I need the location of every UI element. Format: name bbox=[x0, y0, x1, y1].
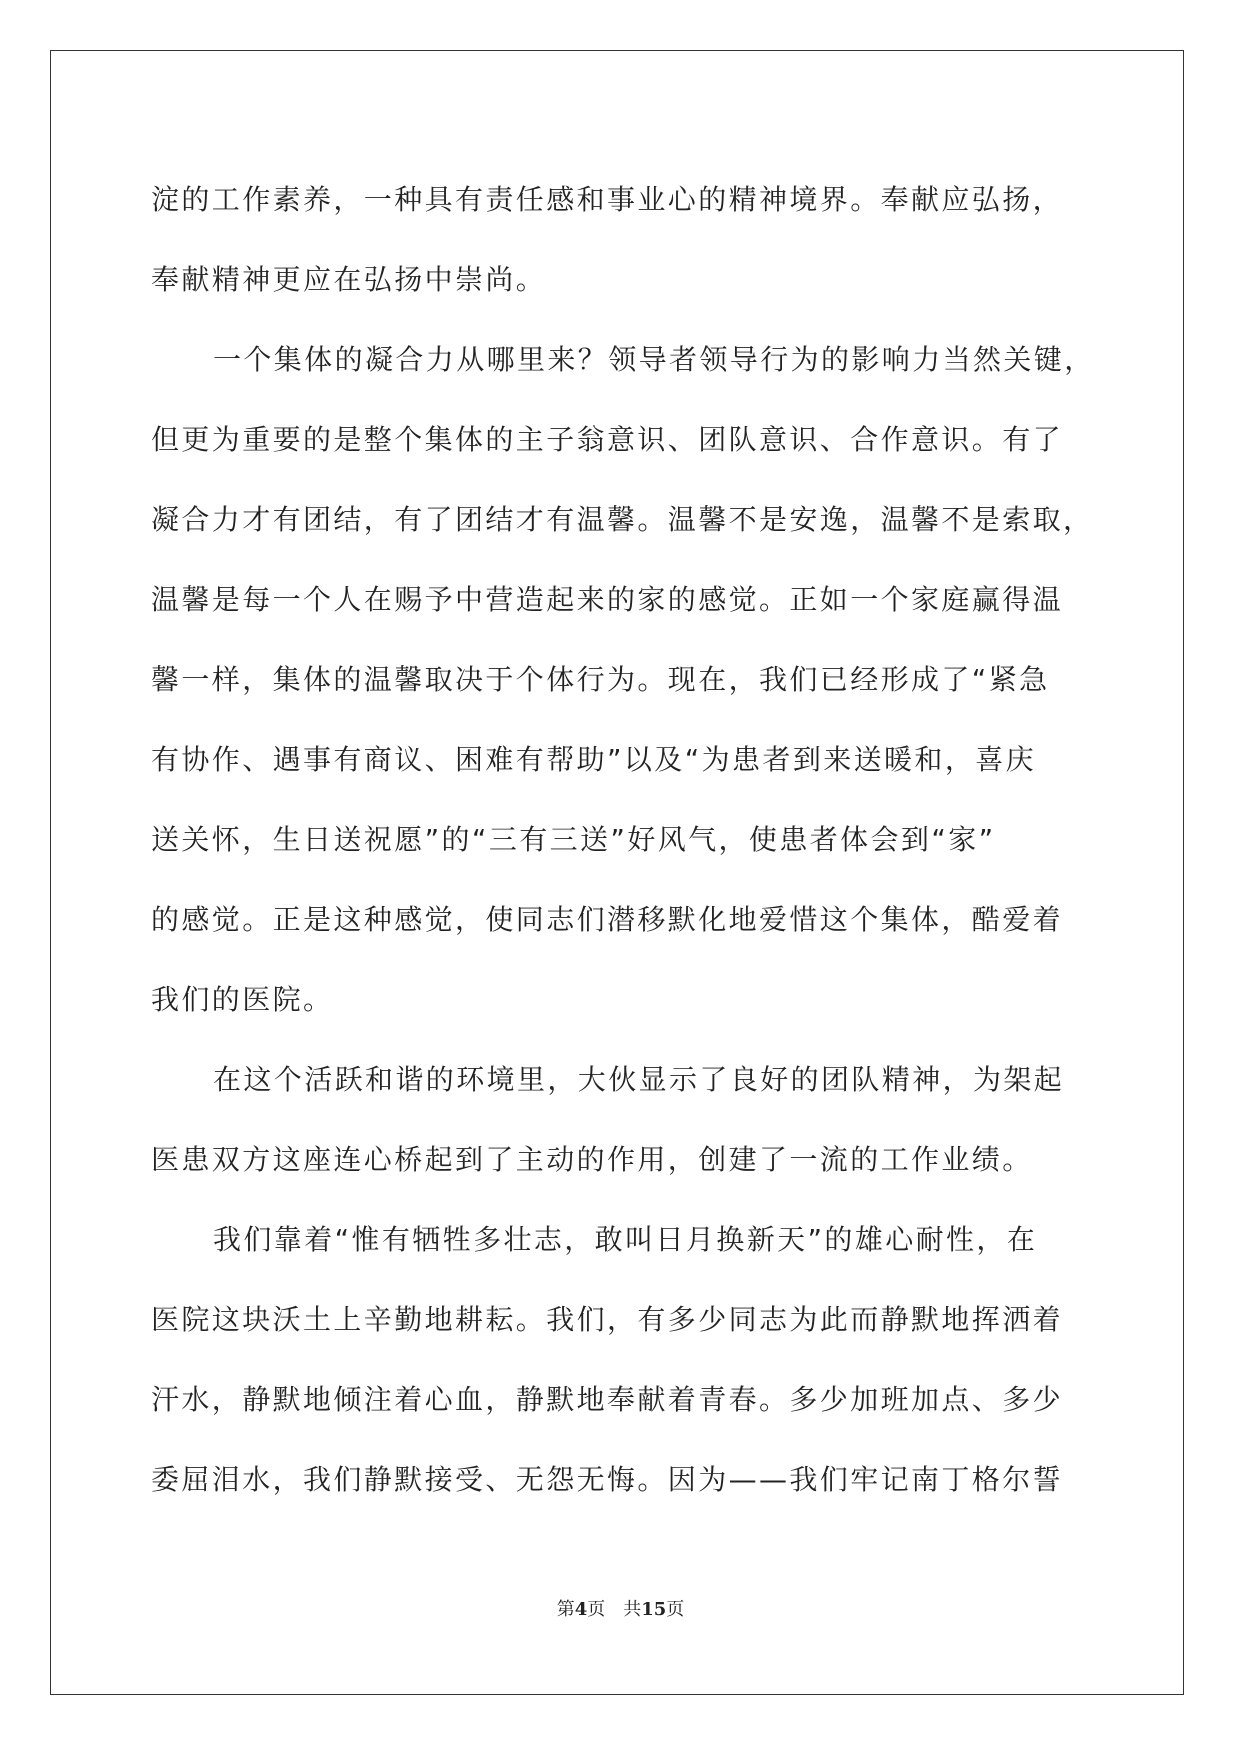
text-line: 温馨是每一个人在赐予中营造起来的家的感觉。正如一个家庭赢得温 bbox=[151, 583, 1064, 616]
text-line: 我们的医院。 bbox=[151, 983, 334, 1016]
total-pages: 15 bbox=[641, 1599, 667, 1620]
paragraph-start-line: 一个集体的凝合力从哪里来？领导者领导行为的影响力当然关键， bbox=[213, 343, 1095, 376]
page-footer bbox=[0, 1595, 1241, 1621]
text-line: 馨一样，集体的温馨取决于个体行为。现在，我们已经形成了“紧急 bbox=[151, 663, 1050, 696]
total-prefix: 共 bbox=[623, 1599, 642, 1620]
text-line: 医院这块沃土上辛勤地耕耘。我们，有多少同志为此而静默地挥洒着 bbox=[151, 1303, 1064, 1336]
page-prefix: 第 bbox=[556, 1599, 575, 1620]
text-line: 医患双方这座连心桥起到了主动的作用，创建了一流的工作业绩。 bbox=[151, 1143, 1033, 1176]
paragraph-start-line: 我们靠着“惟有牺牲多壮志，敢叫日月换新天”的雄心耐性，在 bbox=[213, 1223, 1038, 1256]
text-line: 奉献精神更应在弘扬中崇尚。 bbox=[151, 263, 547, 296]
page-number: 4 bbox=[574, 1599, 588, 1620]
text-line: 送关怀，生日送祝愿”的“三有三送”好风气，使患者体会到“家” bbox=[151, 823, 996, 856]
text-line: 汗水，静默地倾注着心血，静默地奉献着青春。多少加班加点、多少 bbox=[151, 1383, 1064, 1416]
page-suffix: 页 bbox=[587, 1599, 606, 1620]
text-line: 的感觉。正是这种感觉，使同志们潜移默化地爱惜这个集体，酷爱着 bbox=[151, 903, 1064, 936]
text-line: 但更为重要的是整个集体的主子翁意识、团队意识、合作意识。有了 bbox=[151, 423, 1064, 456]
text-line: 淀的工作素养，一种具有责任感和事业心的精神境界。奉献应弘扬， bbox=[151, 183, 1064, 216]
paragraph-start-line: 在这个活跃和谐的环境里，大伙显示了良好的团队精神，为架起 bbox=[213, 1063, 1065, 1096]
text-line: 凝合力才有团结，有了团结才有温馨。温馨不是安逸，温馨不是索取， bbox=[151, 503, 1094, 536]
document-body bbox=[151, 160, 1095, 1520]
text-line: 委屈泪水，我们静默接受、无怨无悔。因为——我们牢记南丁格尔誓 bbox=[151, 1463, 1064, 1496]
text-line: 有协作、遇事有商议、困难有帮助”以及“为患者到来送暖和，喜庆 bbox=[151, 743, 1037, 776]
total-suffix: 页 bbox=[666, 1599, 685, 1620]
